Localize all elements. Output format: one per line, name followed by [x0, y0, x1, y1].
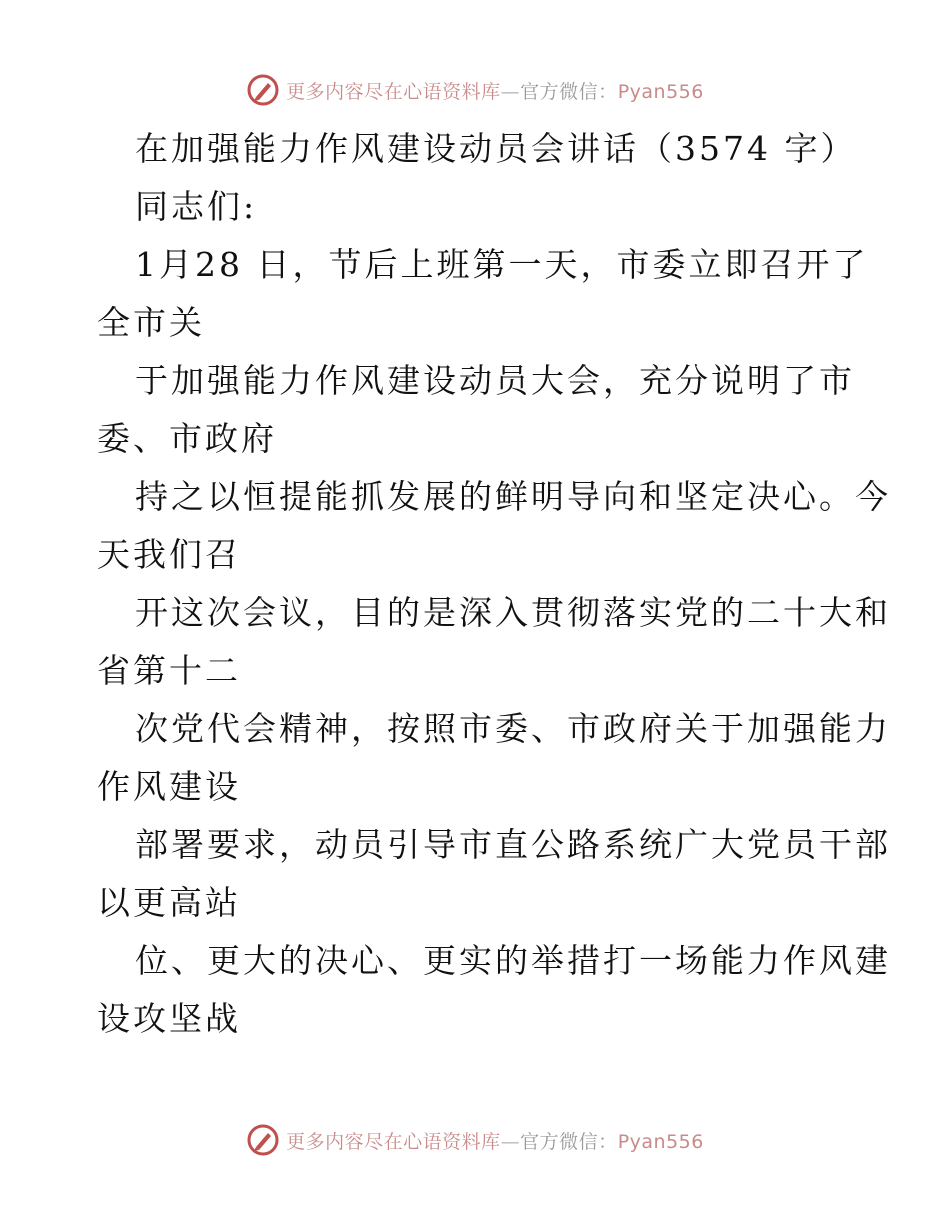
- doc-line: 次党代会精神，按照市委、市政府关于加强能力: [135, 709, 891, 748]
- pen-logo-icon: [246, 73, 280, 107]
- doc-line: 作风建设: [97, 767, 241, 806]
- watermark-main: 更多内容尽在心语资料库: [286, 1130, 501, 1153]
- doc-line: 1月28 日，节后上班第一天，市委立即召开了: [135, 245, 869, 284]
- watermark-text: [286, 1127, 704, 1154]
- watermark-label: 官方微信：: [520, 80, 618, 103]
- watermark-dash: —: [500, 80, 521, 103]
- doc-line: 省第十二: [97, 651, 241, 690]
- watermark-wechat-id: Pyan556: [617, 80, 704, 103]
- doc-line: 开这次会议，目的是深入贯彻落实党的二十大和: [135, 593, 891, 632]
- footer-watermark: [0, 1120, 950, 1160]
- header-watermark: [0, 70, 950, 110]
- watermark-dash: —: [500, 1130, 521, 1153]
- doc-line: 位、更大的决心、更实的举措打一场能力作风建: [135, 941, 891, 980]
- doc-line: 设攻坚战: [97, 999, 241, 1038]
- doc-line: 委、市政府: [97, 419, 277, 458]
- doc-line: 持之以恒提能抓发展的鲜明导向和坚定决心。今: [135, 477, 891, 516]
- watermark-main: 更多内容尽在心语资料库: [286, 80, 501, 103]
- doc-line: 于加强能力作风建设动员大会，充分说明了市: [135, 361, 855, 400]
- doc-line: 在加强能力作风建设动员会讲话（3574 字）: [135, 129, 857, 168]
- watermark-text: [286, 77, 704, 104]
- doc-line: 天我们召: [97, 535, 241, 574]
- doc-line: 部署要求，动员引导市直公路系统广大党员干部: [135, 825, 891, 864]
- doc-line: 以更高站: [97, 883, 241, 922]
- watermark-label: 官方微信：: [520, 1130, 618, 1153]
- doc-line: 同志们:: [135, 187, 258, 226]
- doc-line: 全市关: [97, 303, 205, 342]
- watermark-wechat-id: Pyan556: [617, 1130, 704, 1153]
- pen-logo-icon: [246, 1123, 280, 1157]
- document-body: [97, 120, 891, 1048]
